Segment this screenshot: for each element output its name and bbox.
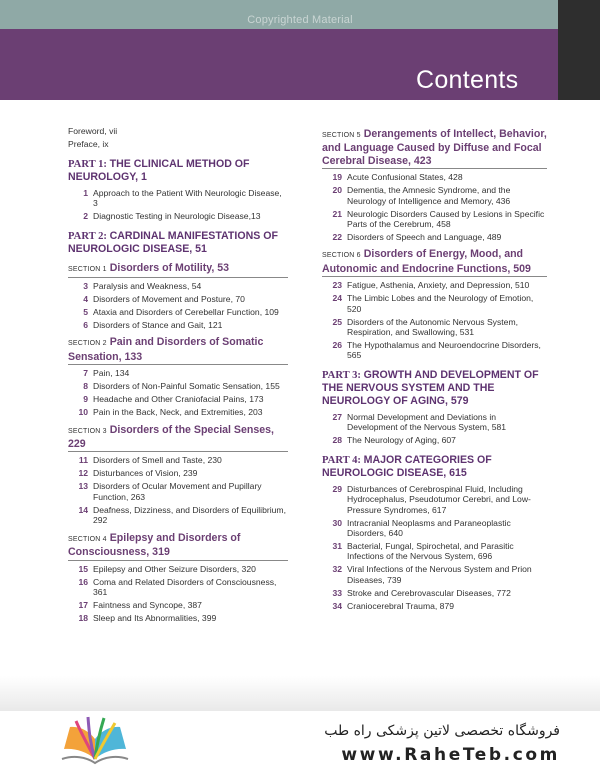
chapter-entry: [322, 412, 547, 433]
chapter-entry: [322, 172, 547, 182]
chapter-number: 10: [78, 407, 88, 418]
section-heading: [322, 248, 547, 277]
part-label: PART 3:: [322, 369, 361, 381]
chapter-title: Neurologic Disorders Caused by Lesions in Specific Parts of the Cerebrum, 458: [347, 208, 545, 230]
chapter-entry: [68, 368, 288, 378]
part-title: GROWTH AND DEVELOPMENT OF THE NERVOUS SYSTEM AND THE NEUROLOGY OF AGING, 579: [322, 368, 539, 407]
copyright-watermark: Copyrighted Material: [247, 14, 353, 26]
chapter-title: Acute Confusional States, 428: [347, 172, 463, 183]
chapter-list: [322, 172, 547, 242]
part-label: PART 1:: [68, 158, 107, 170]
chapter-entry: [68, 281, 288, 291]
section-keyword: SECTION 5: [322, 132, 361, 139]
chapter-title: The Neurology of Aging, 607: [347, 435, 456, 446]
chapter-entry: [68, 307, 288, 317]
chapter-number: 26: [332, 340, 342, 351]
front-matter-preface: Preface, ix: [68, 139, 109, 150]
chapter-entry: [68, 394, 288, 404]
chapter-number: 14: [78, 504, 88, 515]
page-title: Contents: [416, 66, 519, 94]
chapter-entry: [322, 280, 547, 290]
part-heading: [68, 230, 288, 256]
part-heading: [322, 454, 547, 480]
chapter-number: 31: [332, 540, 342, 551]
footer-shade: [0, 676, 600, 711]
chapter-entry: [322, 232, 547, 242]
section-heading: [68, 424, 288, 453]
chapter-title: Diagnostic Testing in Neurologic Disease,13: [93, 211, 261, 222]
left-column: [68, 126, 288, 626]
chapter-number: 15: [78, 563, 88, 574]
chapter-list: [322, 484, 547, 611]
chapter-number: 3: [83, 281, 88, 292]
chapter-title: Headache and Other Craniofacial Pains, 173: [93, 394, 264, 405]
chapter-number: 21: [332, 208, 342, 219]
chapter-list: [68, 455, 288, 525]
chapter-title: Epilepsy and Other Seizure Disorders, 320: [93, 563, 256, 574]
chapter-list: [68, 564, 288, 624]
chapter-title: Stroke and Cerebrovascular Diseases, 772: [347, 587, 511, 598]
chapter-entry: [68, 320, 288, 330]
chapter-title: Disorders of Smell and Taste, 230: [93, 455, 222, 466]
section-heading: [322, 128, 547, 169]
chapter-title: Intracranial Neoplasms and Paraneoplastic Disorders, 640: [347, 517, 511, 538]
chapter-entry: [68, 455, 288, 465]
chapter-list: [68, 281, 288, 330]
part-label: PART 4:: [322, 454, 361, 466]
chapter-title: Deafness, Dizziness, and Disorders of Equilibrium, 292: [93, 504, 286, 526]
corner-block: [558, 0, 600, 100]
chapter-title: Pain in the Back, Neck, and Extremities, 203: [93, 407, 263, 418]
chapter-entry: [322, 484, 547, 515]
chapter-title: Dementia, the Amnesic Syndrome, and the Neurology of Intelligence and Memory, 436: [347, 185, 511, 206]
chapter-title: Ataxia and Disorders of Cerebellar Function, 109: [93, 307, 279, 318]
chapter-number: 16: [78, 576, 88, 587]
chapter-title: Disorders of the Autonomic Nervous System, Respiration, and Swallowing, 531: [347, 316, 518, 338]
chapter-number: 1: [83, 187, 88, 198]
chapter-list: [68, 188, 288, 222]
chapter-number: 25: [332, 316, 342, 327]
chapter-number: 4: [83, 294, 88, 305]
chapter-number: 24: [332, 293, 342, 304]
chapter-title: Pain, 134: [93, 368, 130, 379]
part-heading: [322, 369, 547, 408]
front-matter-foreword: Foreword, vii: [68, 126, 118, 136]
section-title: Disorders of Motility, 53: [109, 261, 230, 274]
chapter-title: The Limbic Lobes and the Neurology of Emotion, 520: [347, 293, 534, 314]
chapter-number: 13: [78, 481, 88, 492]
chapter-number: 33: [332, 587, 342, 598]
chapter-number: 28: [332, 435, 342, 446]
section-keyword: SECTION 1: [68, 265, 107, 273]
section-title: Disorders of the Special Senses, 229: [68, 423, 274, 451]
chapter-title: Fatigue, Asthenia, Anxiety, and Depression, 510: [347, 280, 530, 291]
chapter-title: Coma and Related Disorders of Consciousness, 361: [93, 576, 277, 597]
chapter-entry: [322, 340, 547, 361]
chapter-entry: [322, 435, 547, 445]
chapter-title: Paralysis and Weakness, 54: [93, 281, 202, 292]
chapter-number: 20: [332, 185, 342, 196]
right-column: [322, 128, 547, 614]
chapter-entry: [322, 209, 547, 230]
chapter-entry: [68, 600, 288, 610]
chapter-title: Disturbances of Cerebrospinal Fluid, Including Hydrocephalus, Pseudotumor Cerebri, and Low-Pressure Syndromes, 617: [347, 483, 531, 515]
chapter-number: 22: [332, 232, 342, 243]
chapter-number: 9: [83, 394, 88, 405]
chapter-title: Disturbances of Vision, 239: [93, 468, 198, 479]
chapter-entry: [68, 564, 288, 574]
section-keyword: SECTION 3: [68, 427, 107, 435]
chapter-entry: [322, 564, 547, 585]
section-keyword: SECTION 2: [68, 340, 107, 348]
chapter-title: Disorders of Stance and Gait, 121: [93, 320, 223, 331]
section-title: Disorders of Energy, Mood, and Autonomic and Endocrine Functions, 509: [322, 248, 531, 275]
chapter-number: 2: [83, 211, 88, 222]
chapter-list: [322, 280, 547, 361]
part-heading: [68, 158, 288, 184]
chapter-title: Disorders of Movement and Posture, 70: [93, 294, 245, 305]
chapter-entry: [68, 407, 288, 417]
chapter-entry: [68, 468, 288, 478]
chapter-entry: [68, 481, 288, 502]
chapter-title: Normal Development and Deviations in Development of the Nervous System, 581: [347, 411, 507, 433]
part-title: THE CLINICAL METHOD OF NEUROLOGY, 1: [68, 157, 250, 183]
section-title: Epilepsy and Disorders of Consciousness, 319: [68, 531, 241, 559]
chapter-title: Disorders of Speech and Language, 489: [347, 232, 502, 243]
chapter-number: 32: [332, 564, 342, 575]
chapter-entry: [322, 541, 547, 562]
section-keyword: SECTION 6: [322, 252, 361, 260]
section-heading: [68, 336, 288, 365]
chapter-title: The Hypothalamus and Neuroendocrine Disorders, 565: [347, 340, 541, 361]
chapter-entry: [68, 505, 288, 526]
chapter-entry: [322, 185, 547, 206]
chapter-number: 23: [332, 280, 342, 291]
chapter-entry: [68, 381, 288, 391]
chapter-title: Sleep and Its Abnormalities, 399: [93, 612, 217, 623]
chapter-list: [68, 368, 288, 417]
chapter-title: Bacterial, Fungal, Spirochetal, and Parasitic Infections of the Nervous System, 696: [347, 540, 514, 562]
chapter-list: [322, 412, 547, 446]
section-keyword: SECTION 4: [68, 535, 107, 543]
section-title: Pain and Disorders of Somatic Sensation, 133: [68, 336, 264, 363]
part-title: MAJOR CATEGORIES OF NEUROLOGIC DISEASE, 615: [322, 453, 492, 479]
part-label: PART 2:: [68, 230, 107, 242]
chapter-number: 19: [332, 172, 342, 183]
chapter-number: 17: [78, 599, 88, 610]
chapter-number: 11: [78, 455, 88, 466]
shop-name: فروشگاه تخصصی لاتین پزشکی راه طب: [324, 723, 560, 739]
section-title: Derangements of Intellect, Behavior, and Language Caused by Diffuse and Focal Cerebral Disease, 423: [322, 128, 547, 167]
chapter-entry: [68, 188, 288, 209]
chapter-number: 5: [83, 307, 88, 318]
chapter-entry: [68, 577, 288, 598]
chapter-number: 18: [78, 612, 88, 623]
section-heading: [68, 532, 288, 561]
chapter-number: 6: [83, 320, 88, 331]
chapter-entry: [322, 317, 547, 338]
chapter-entry: [322, 518, 547, 539]
chapter-entry: [322, 293, 547, 314]
chapter-title: Viral Infections of the Nervous System and Prion Diseases, 739: [347, 564, 532, 585]
chapter-entry: [68, 613, 288, 623]
chapter-title: Craniocerebral Trauma, 879: [347, 600, 454, 611]
chapter-entry: [322, 588, 547, 598]
chapter-title: Approach to the Patient With Neurologic Disease, 3: [93, 187, 282, 209]
open-book-logo-icon: [60, 715, 130, 767]
chapter-entry: [68, 294, 288, 304]
chapter-title: Faintness and Syncope, 387: [93, 599, 202, 610]
chapter-number: 34: [332, 600, 342, 611]
chapter-number: 7: [83, 368, 88, 379]
section-heading: [68, 262, 288, 278]
chapter-number: 27: [332, 411, 342, 422]
shop-url-link[interactable]: www.RaheTeb.com: [341, 745, 560, 765]
chapter-number: 12: [78, 468, 88, 479]
chapter-number: 29: [332, 483, 342, 494]
chapter-number: 8: [83, 381, 88, 392]
chapter-number: 30: [332, 517, 342, 528]
chapter-entry: [68, 211, 288, 221]
chapter-entry: [322, 601, 547, 611]
chapter-title: Disorders of Non-Painful Somatic Sensation, 155: [93, 381, 280, 392]
part-title: CARDINAL MANIFESTATIONS OF NEUROLOGIC DISEASE, 51: [68, 229, 278, 255]
chapter-title: Disorders of Ocular Movement and Pupillary Function, 263: [93, 481, 262, 502]
